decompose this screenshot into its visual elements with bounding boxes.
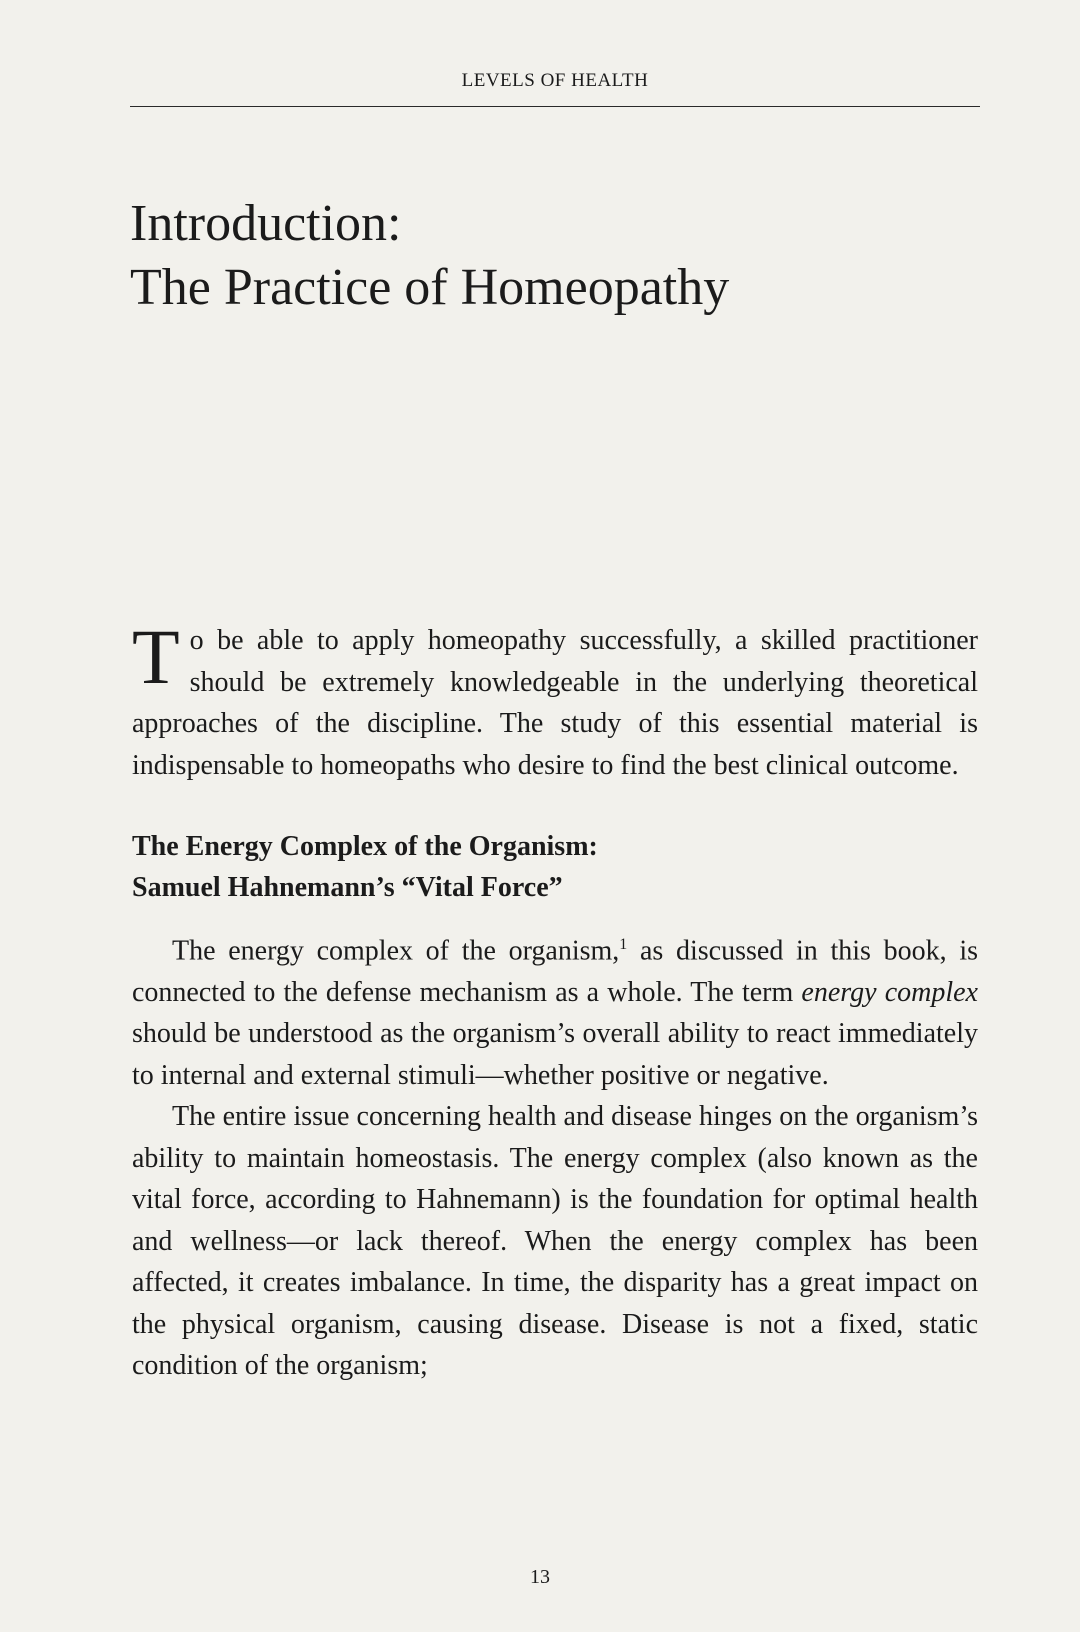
- chapter-title: [130, 192, 980, 320]
- running-head: LEVELS OF HEALTH: [461, 70, 649, 91]
- section-heading: [132, 826, 978, 908]
- footnote-marker: 1: [619, 936, 628, 953]
- section-heading-line1: The Energy Complex of the Organism:: [132, 831, 598, 862]
- intro-text: o be able to apply homeopathy successfully, a skilled practitioner should be extremely knowledgeable in the underlying theoretical approaches of the discipline. The study of this essential material is indispensable to homeopaths who desire to find the best clinical outcome.: [132, 625, 978, 781]
- paragraph-text: should be understood as the organism’s overall ability to react immediately to internal and external stimuli—whether positive or negative.: [132, 1018, 978, 1091]
- paragraph-homeostasis: The entire issue concerning health and disease hinges on the organism’s ability to maintain homeostasis. The energy complex (also known as the vital force, according to Hahnemann) is the foundation for optimal health and wellness—or lack thereof. When the energy complex has been affected, it creates imbalance. In time, the disparity has a great impact on the physical organism, causing disease. Disease is not a fixed, static condition of the organism;: [132, 1101, 978, 1382]
- body-text: [132, 613, 978, 1387]
- paragraph-text: The energy complex of the organism,: [172, 935, 620, 967]
- paragraph-text: as discussed in this book, is connected to the defense mechanism as a whole. The term: [132, 935, 978, 1008]
- chapter-title-line2: The Practice of Homeopathy: [130, 259, 730, 316]
- header-rule: [130, 106, 980, 107]
- section-heading-line2: Samuel Hahnemann’s “Vital Force”: [132, 872, 563, 903]
- page-number: 13: [530, 1566, 550, 1588]
- emphasis-term: energy complex: [801, 976, 978, 1008]
- chapter-title-line1: Introduction:: [130, 195, 402, 252]
- paragraph-energy-complex: [132, 924, 978, 1096]
- intro-paragraph: [132, 613, 978, 786]
- drop-cap: T: [132, 613, 180, 700]
